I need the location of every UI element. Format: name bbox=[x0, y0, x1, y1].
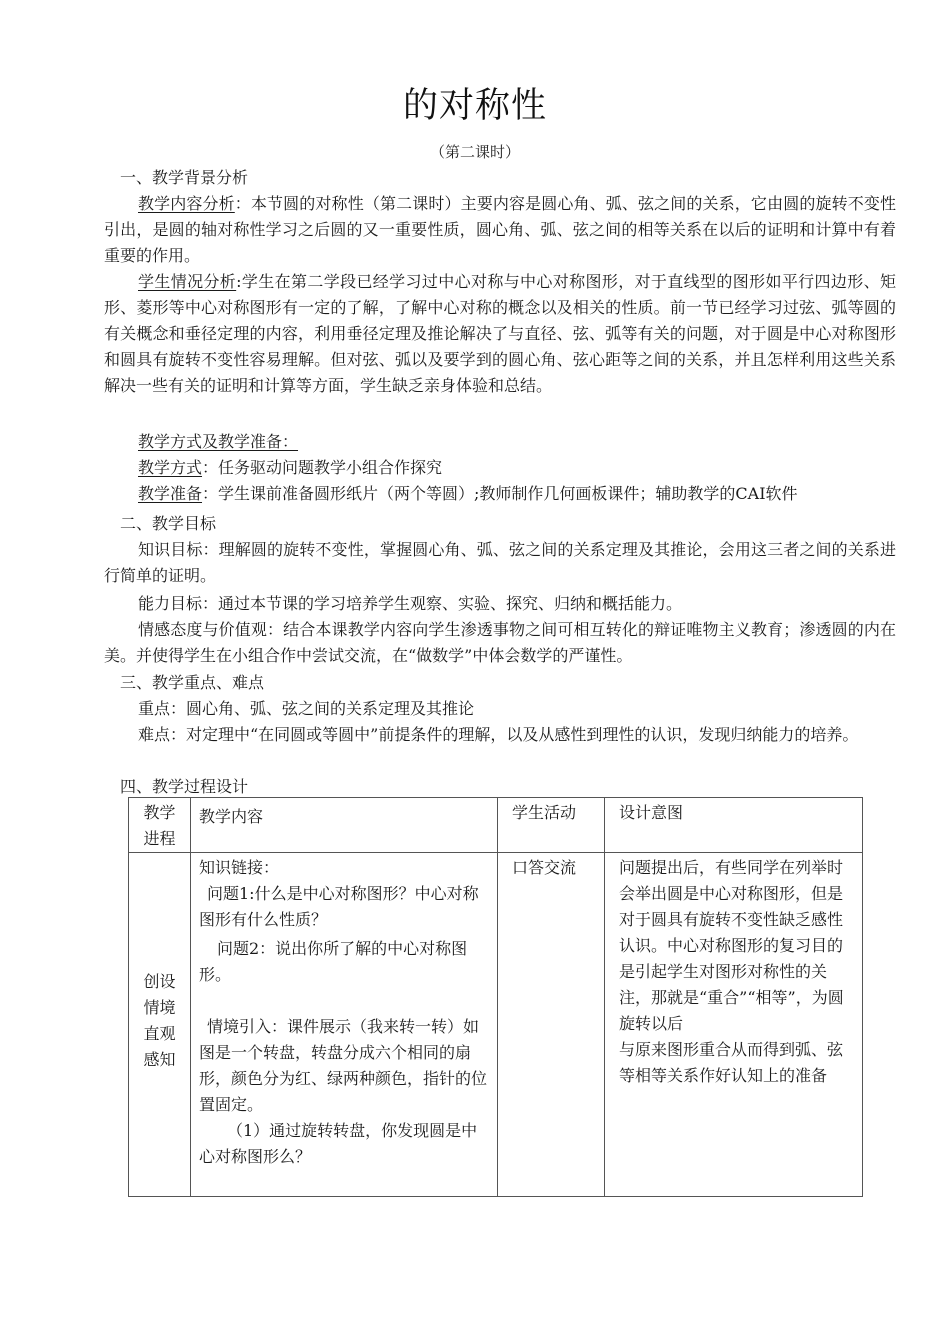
scenario-intro: 情境引入：课件展示（我来转一转）如图是一个转盘，转盘分成六个相同的扇形，颜色分为红、绿两种颜色，指针的位置固定。 bbox=[199, 1017, 488, 1114]
section2-heading: 二、教学目标 bbox=[120, 514, 217, 533]
header-stage-line2: 进程 bbox=[143, 829, 176, 848]
student-activity: 口答交流 bbox=[512, 858, 577, 877]
knowledge-link: 知识链接： bbox=[199, 858, 280, 877]
header-content-label: 教学内容 bbox=[199, 807, 264, 826]
header-content bbox=[191, 798, 498, 853]
sub-question-1: （1）通过旋转转盘，你发现圆是中心对称图形么？ bbox=[199, 1121, 478, 1166]
table-header-row bbox=[129, 798, 863, 853]
knowledge-goal: 知识目标：理解圆的旋转不变性，掌握圆心角、弧、弦之间的关系定理及其推论，会用这三者之间的关系进行简单的证明。 bbox=[104, 540, 896, 585]
header-intent-label: 设计意图 bbox=[619, 803, 684, 822]
header-activity-label: 学生活动 bbox=[512, 803, 577, 822]
teaching-prep-line bbox=[138, 481, 898, 507]
content-analysis-text: ：本节圆的对称性（第二课时）主要内容是圆心角、弧、弦之间的关系，它由圆的旋转不变性引出，是圆的轴对称性学习之后圆的又一重要性质，圆心角、弧、弦之间的相等关系在以后的证明和计算中有着重要的作用。 bbox=[104, 194, 896, 265]
header-activity bbox=[498, 798, 605, 853]
teaching-prep-text: ：学生课前准备圆形纸片（两个等圆）;教师制作几何画板课件；辅助教学的CAI软件 bbox=[202, 484, 798, 503]
document-title: 的对称性 bbox=[402, 86, 547, 126]
content-analysis-paragraph bbox=[104, 191, 896, 269]
intent-cell bbox=[605, 853, 863, 1197]
stage-line: 创设 bbox=[143, 972, 176, 991]
design-intent-part1: 问题提出后，有些同学在列举时会举出圆是中心对称图形，但是对于圆具有旋转不变性缺乏感性认识。中心对称图形的复习目的是引起学生对图形对称性的关注，那就是“重合”“相等”，为圆旋转以后 bbox=[619, 858, 844, 1033]
teaching-prep-label: 教学准备 bbox=[138, 484, 203, 503]
method-prep-label: 教学方式及教学准备： bbox=[138, 432, 299, 451]
header-stage-line1: 教学 bbox=[143, 803, 176, 822]
ability-goal: 能力目标：通过本节课的学习培养学生观察、实验、探究、归纳和概括能力。 bbox=[138, 594, 683, 613]
section4-heading: 四、教学过程设计 bbox=[120, 777, 249, 796]
activity-cell bbox=[498, 853, 605, 1197]
difficulty-point: 难点：对定理中“在同圆或等圆中”前提条件的理解，以及从感性到理性的认识，发现归纳能力的培养。 bbox=[138, 725, 859, 744]
student-analysis-paragraph bbox=[104, 269, 896, 399]
table-row bbox=[129, 853, 863, 1197]
key-point: 重点：圆心角、弧、弦之间的关系定理及其推论 bbox=[138, 699, 475, 718]
question-2: 问题2：说出你所了解的中心对称图形。 bbox=[199, 939, 468, 984]
document-subtitle: （第二课时） bbox=[429, 143, 520, 161]
teaching-method-label: 教学方式 bbox=[138, 458, 203, 477]
section3-heading: 三、教学重点、难点 bbox=[120, 673, 265, 692]
stage-line: 感知 bbox=[143, 1050, 176, 1069]
header-stage bbox=[129, 798, 191, 853]
student-analysis-text: :学生在第二学段已经学习过中心对称与中心对称图形，对于直线型的图形如平行四边形、矩形、菱形等中心对称图形有一定的了解，了解中心对称的概念以及相关的性质。前一节已经学习过弦、弧等圆的有关概念和垂径定理的内容，利用垂径定理及推论解决了与直径、弦、弧等有关的问题，对于圆是中心对称图形和圆具有旋转不变性容易理解。但对弦、弧以及要学到的圆心角、弦心距等之间的关系，并且怎样利用这些关系解决一些有关的证明和计算等方面，学生缺乏亲身体验和总结。 bbox=[104, 272, 896, 395]
stage-line: 情境 bbox=[143, 998, 176, 1017]
design-intent-part2: 与原来图形重合从而得到弧、弦等相等关系作好认知上的准备 bbox=[619, 1040, 844, 1085]
stage-line: 直观 bbox=[143, 1024, 176, 1043]
student-analysis-label: 学生情况分析 bbox=[138, 272, 237, 291]
teaching-process-table bbox=[128, 797, 863, 1197]
content-analysis-label: 教学内容分析 bbox=[138, 194, 235, 213]
content-cell bbox=[191, 853, 498, 1197]
question-1: 问题1:什么是中心对称图形？中心对称图形有什么性质？ bbox=[199, 884, 479, 929]
header-intent bbox=[605, 798, 863, 853]
teaching-method-line bbox=[138, 455, 898, 481]
method-prep-heading bbox=[138, 429, 898, 455]
section1-heading: 一、教学背景分析 bbox=[120, 168, 249, 187]
teaching-method-text: ：任务驱动问题教学小组合作探究 bbox=[202, 458, 443, 477]
emotion-goal: 情感态度与价值观：结合本课教学内容向学生渗透事物之间可相互转化的辩证唯物主义教育；渗透圆的内在美。并使得学生在小组合作中尝试交流，在“做数学”中体会数学的严谨性。 bbox=[104, 620, 896, 665]
stage-cell bbox=[129, 853, 191, 1197]
